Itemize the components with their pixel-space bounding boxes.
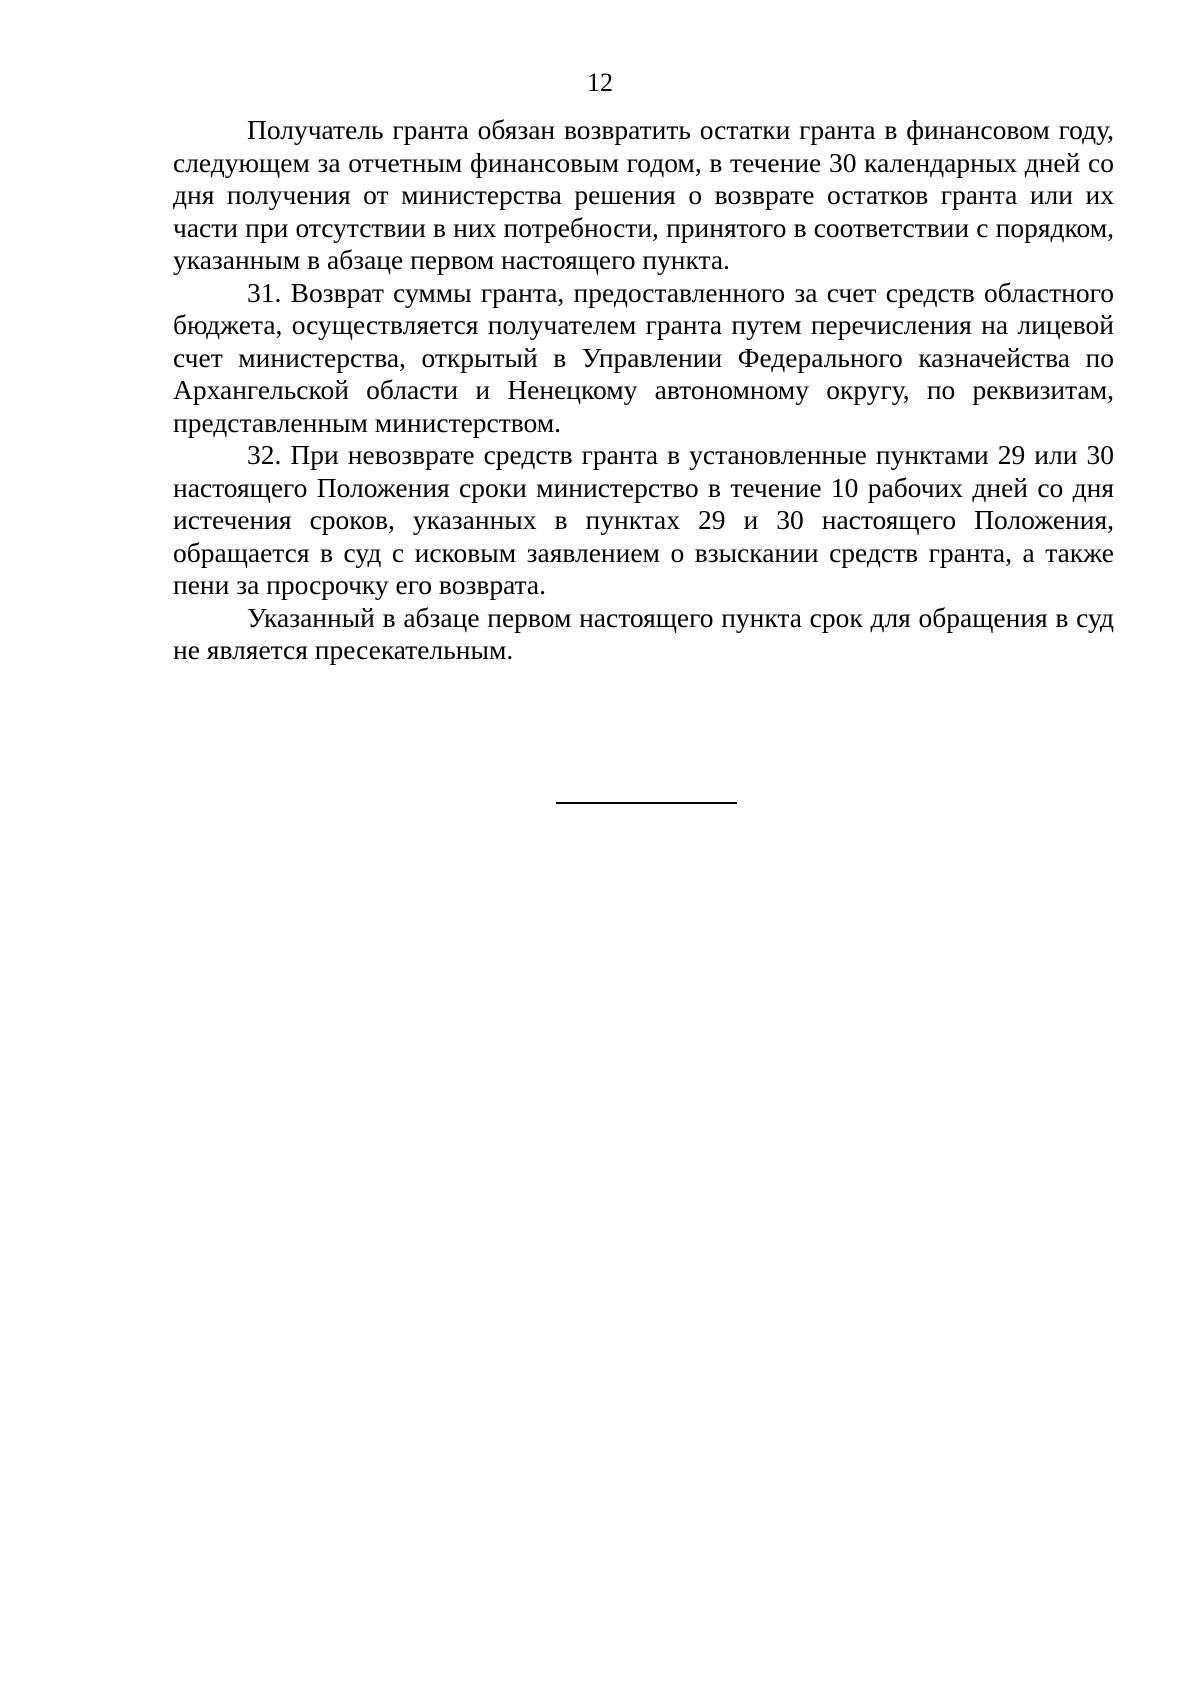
end-of-document-separator xyxy=(556,802,737,804)
page-number: 12 xyxy=(587,68,613,97)
paragraph-item-32: 32. При невозврате средств гранта в установленные пунктами 29 или 30 настоящего Положения сроки министерство в течение 10 рабочих дней со дня истечения сроков, указанных в пунктах 29 и 30 настоящего Положения, обращается в суд с исковым заявлением о взыскании средств гранта, а также пени за просрочку его возврата. xyxy=(173,439,1114,600)
paragraph-grant-balance-return: Получатель гранта обязан возвратить остатки гранта в финансовом году, следующем за отчетным финансовым годом, в течение 30 календарных дней со дня получения от министерства решения о возврате остатков гранта или их части при отсутствии в них потребности, принятого в соответствии с порядком, указанным в абзаце первом настоящего пункта. xyxy=(173,114,1114,275)
paragraph-court-deadline: Указанный в абзаце первом настоящего пункта срок для обращения в суд не является пресекательным. xyxy=(173,601,1114,665)
document-body xyxy=(173,114,1114,667)
paragraph-item-31: 31. Возврат суммы гранта, предоставленного за счет средств областного бюджета, осуществляется получателем гранта путем перечисления на лицевой счет министерства, открытый в Управлении Федерального казначейства по Архангельской области и Ненецкому автономному округу, по реквизитам, представленным министерством. xyxy=(173,276,1114,438)
